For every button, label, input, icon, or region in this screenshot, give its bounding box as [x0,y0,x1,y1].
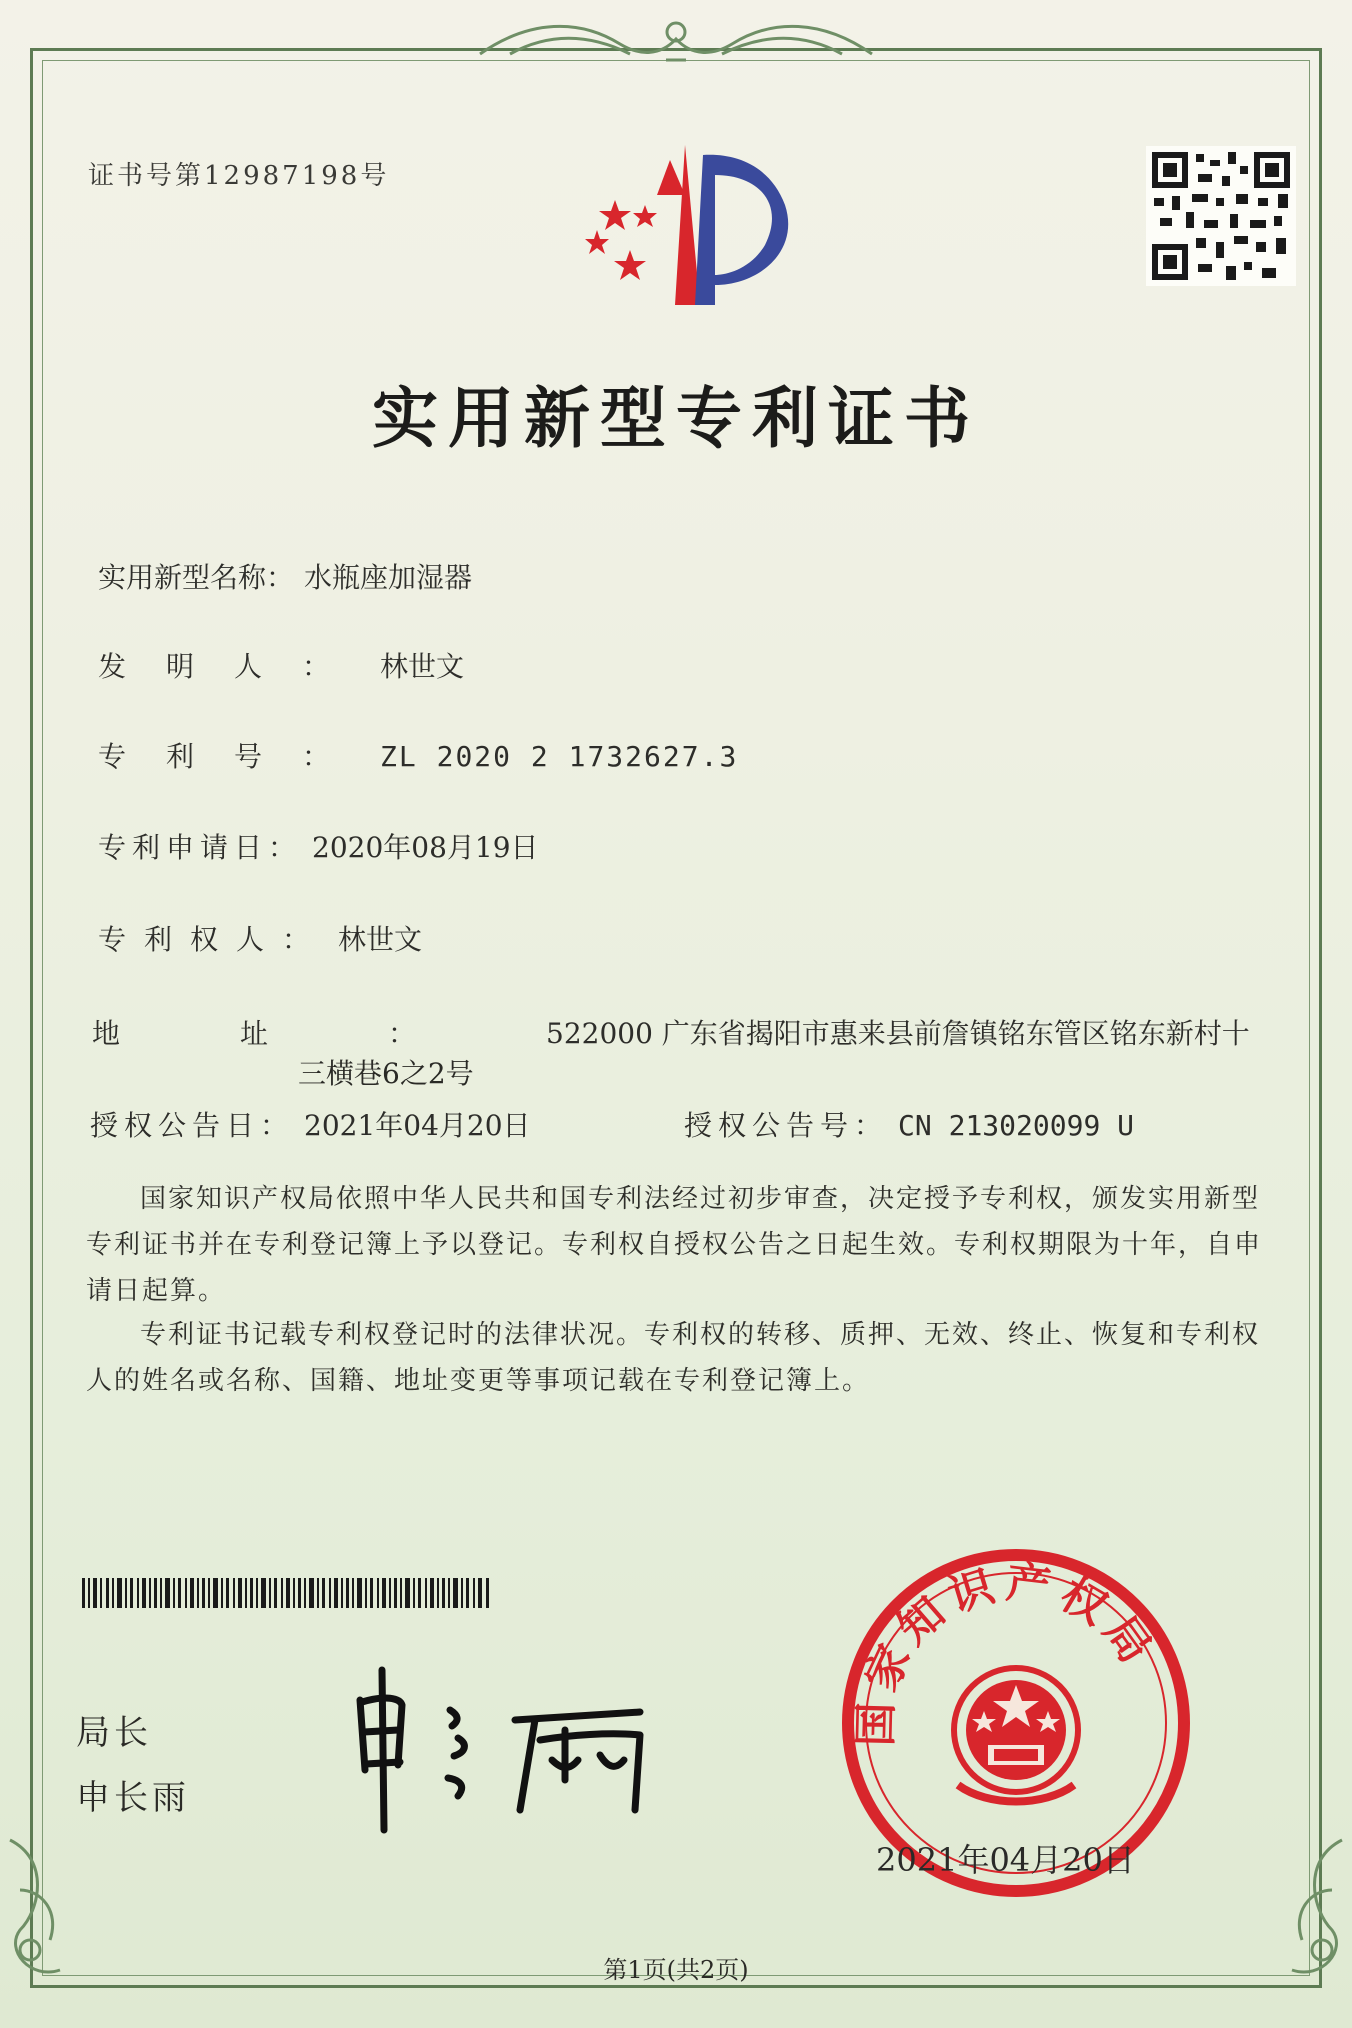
director-name: 申长雨 [76,1778,190,1818]
field-label: 实用新型名称： [98,561,295,594]
filing-date-field [98,826,539,866]
certificate-title: 实用新型专利证书 [372,379,980,457]
field-value: 522000 广东省揭阳市惠来县前詹镇铭东管区铭东新村十 [546,1017,1250,1050]
director-signature [340,1660,700,1840]
field-label: 地址： [92,1017,537,1050]
top-ornament [470,14,882,68]
page-number: 第1页(共2页) [603,1956,749,1984]
field-label: 专利号： [98,740,371,773]
patent-number-field [98,735,738,775]
field-label: 专利申请日： [98,831,303,864]
patent-office-logo-icon [575,135,805,310]
field-value: CN 213020099 U [898,1109,1135,1142]
field-value: 林世文 [338,923,423,956]
field-label: 授权公告日： [90,1109,295,1142]
national-emblem-icon [954,1668,1078,1802]
seal-text: 国家知识产权局 [850,1556,1166,1748]
grant-statement-paragraph: 国家知识产权局依照中华人民共和国专利法经过初步审查，决定授予专利权，颁发实用新型专利证书并在专利登记簿上予以登记。专利权自授权公告之日起生效。专利权期限为十年，自申请日起算。 [86,1184,1263,1306]
certificate-number: 证书号第12987198号 [88,161,390,191]
address-field [92,1012,1250,1052]
grant-date-field [90,1104,531,1144]
field-value: 林世文 [380,650,465,683]
inventor-field [98,645,464,685]
address-line-2: 三横巷6之2号 [298,1057,474,1090]
legal-status-paragraph: 专利证书记载专利权登记时的法律状况。专利权的转移、质押、无效、终止、恢复和专利权人的姓名或名称、国籍、地址变更等事项记载在专利登记簿上。 [86,1320,1261,1396]
field-label: 授权公告号： [684,1109,889,1142]
field-label: 专利权人： [98,923,329,956]
field-value: 2021年04月20日 [304,1109,531,1142]
patentee-field [98,918,422,958]
right-corner-ornament [1232,1830,1352,2028]
field-label: 发明人： [98,650,371,683]
field-value: 水瓶座加湿器 [304,561,473,594]
director-title: 局长 [76,1713,152,1753]
left-corner-ornament [0,1830,120,2028]
qr-code-icon [1146,146,1296,286]
barcode-icon [82,1578,492,1608]
field-value: 2020年08月19日 [312,831,539,864]
field-value: ZL 2020 2 1732627.3 [380,740,739,773]
grant-number-field [684,1104,1134,1144]
seal-date: 2021年04月20日 [876,1841,1135,1879]
utility-model-name-field [98,556,472,596]
